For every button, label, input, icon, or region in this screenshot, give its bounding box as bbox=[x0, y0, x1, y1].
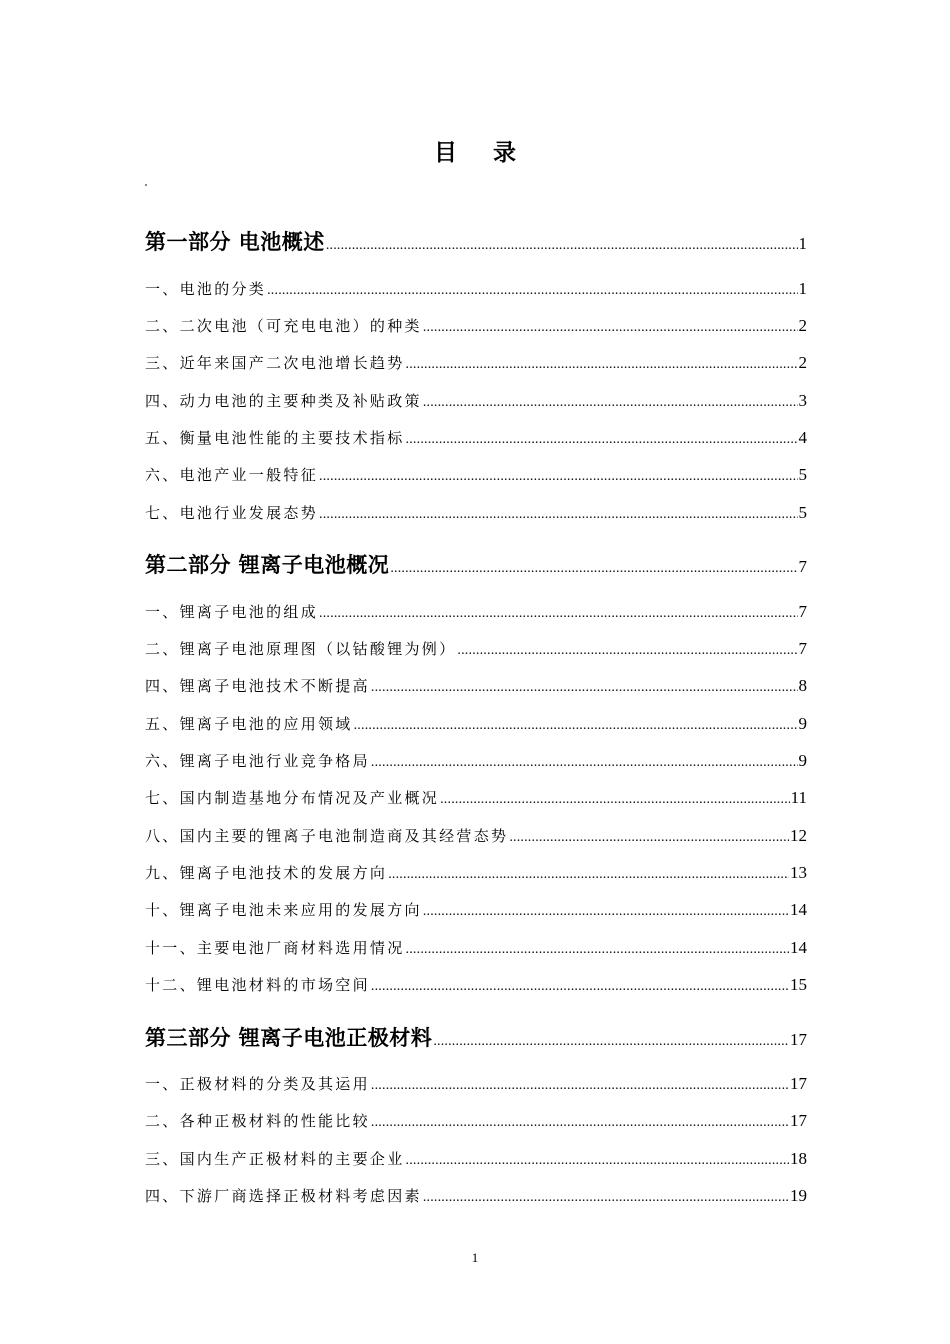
toc-title: 目 录 bbox=[433, 140, 530, 166]
toc-entry-text: 五、衡量电池性能的主要技术指标 bbox=[145, 429, 405, 447]
toc-entry-page: 5 bbox=[798, 465, 807, 484]
dot-leader bbox=[406, 1153, 789, 1169]
toc-entry-page: 7 bbox=[798, 639, 807, 658]
dot-leader bbox=[423, 320, 798, 336]
paragraph-mark bbox=[145, 184, 147, 186]
toc-entry[interactable] bbox=[145, 675, 807, 696]
toc-entry[interactable] bbox=[145, 862, 807, 883]
toc-entry[interactable] bbox=[145, 974, 807, 995]
toc-entry-text: 一、正极材料的分类及其运用 bbox=[145, 1075, 370, 1093]
dot-leader bbox=[267, 283, 797, 299]
dot-leader bbox=[457, 643, 797, 659]
toc-part-entry[interactable] bbox=[145, 549, 807, 579]
toc-entry[interactable] bbox=[145, 315, 807, 336]
toc-entry-page: 1 bbox=[798, 234, 807, 253]
dot-leader bbox=[423, 1190, 789, 1206]
dot-leader bbox=[390, 561, 797, 577]
dot-leader bbox=[406, 942, 789, 958]
toc-entry-text: 四、锂离子电池技术不断提高 bbox=[145, 677, 370, 695]
toc-entry[interactable] bbox=[145, 390, 807, 411]
toc-entry[interactable] bbox=[145, 787, 807, 808]
page-number: 1 bbox=[471, 1250, 479, 1265]
dot-leader bbox=[326, 238, 798, 254]
toc-entry-page: 9 bbox=[798, 751, 807, 770]
toc-entry-page: 7 bbox=[798, 602, 807, 621]
toc-entry-text: 十一、主要电池厂商材料选用情况 bbox=[145, 939, 405, 957]
dot-leader bbox=[354, 718, 798, 734]
toc-entry-page: 17 bbox=[790, 1030, 807, 1049]
dot-leader bbox=[423, 904, 789, 920]
toc-entry[interactable] bbox=[145, 937, 807, 958]
toc-entry[interactable] bbox=[145, 899, 807, 920]
dot-leader bbox=[433, 1034, 789, 1050]
toc-entry-text: 四、动力电池的主要种类及补贴政策 bbox=[145, 392, 422, 410]
toc-entry[interactable] bbox=[145, 1110, 807, 1131]
toc-entry-text: 六、电池产业一般特征 bbox=[145, 466, 319, 484]
toc-entry-text: 四、下游厂商选择正极材料考虑因素 bbox=[145, 1187, 422, 1205]
toc-entry-page: 11 bbox=[790, 788, 807, 807]
toc-entry-page: 3 bbox=[798, 391, 807, 410]
toc-entry-text: 三、国内生产正极材料的主要企业 bbox=[145, 1150, 405, 1168]
toc-entry[interactable] bbox=[145, 713, 807, 734]
toc-entry[interactable] bbox=[145, 1185, 807, 1206]
toc-entry-page: 7 bbox=[798, 557, 807, 576]
toc-entry[interactable] bbox=[145, 278, 807, 299]
dot-leader bbox=[319, 606, 797, 622]
toc-entry-text: 六、锂离子电池行业竞争格局 bbox=[145, 752, 370, 770]
toc-entry-page: 5 bbox=[798, 503, 807, 522]
toc-entry[interactable] bbox=[145, 352, 807, 373]
toc-entry-text: 十、锂离子电池未来应用的发展方向 bbox=[145, 901, 422, 919]
toc-entry[interactable] bbox=[145, 1148, 807, 1169]
toc-entry-text: 八、国内主要的锂离子电池制造商及其经营态势 bbox=[145, 827, 509, 845]
toc-entry[interactable] bbox=[145, 601, 807, 622]
dot-leader bbox=[371, 680, 798, 696]
toc-entry-text: 第二部分 锂离子电池概况 bbox=[145, 553, 390, 577]
toc-part-entry[interactable] bbox=[145, 1022, 807, 1052]
toc-entry-page: 9 bbox=[798, 714, 807, 733]
dot-leader bbox=[371, 755, 798, 771]
toc-entry-text: 第一部分 电池概述 bbox=[145, 230, 325, 254]
toc-part-entry[interactable] bbox=[145, 226, 807, 256]
toc-entry-page: 12 bbox=[790, 826, 807, 845]
toc-entry-text: 二、锂离子电池原理图（以钴酸锂为例） bbox=[145, 640, 457, 658]
toc-entry-text: 七、电池行业发展态势 bbox=[145, 504, 319, 522]
toc-entry-page: 2 bbox=[798, 353, 807, 372]
toc-entry[interactable] bbox=[145, 427, 807, 448]
toc-entry-page: 2 bbox=[798, 316, 807, 335]
toc-entry-page: 17 bbox=[790, 1111, 807, 1130]
toc-entry-page: 14 bbox=[790, 938, 807, 957]
toc-entry-page: 4 bbox=[798, 428, 807, 447]
dot-leader bbox=[388, 867, 789, 883]
toc-entry[interactable] bbox=[145, 638, 807, 659]
toc-entry-page: 17 bbox=[790, 1074, 807, 1093]
dot-leader bbox=[319, 469, 797, 485]
toc-entry-text: 十二、锂电池材料的市场空间 bbox=[145, 976, 370, 994]
toc-entry-text: 一、锂离子电池的组成 bbox=[145, 603, 319, 621]
toc-entry-page: 13 bbox=[790, 863, 807, 882]
dot-leader bbox=[423, 395, 798, 411]
toc-entry-page: 15 bbox=[790, 975, 807, 994]
toc-entry-page: 18 bbox=[790, 1149, 807, 1168]
toc-entry-text: 一、电池的分类 bbox=[145, 280, 267, 298]
toc-entry-page: 14 bbox=[790, 900, 807, 919]
toc-entry-page: 19 bbox=[790, 1186, 807, 1205]
dot-leader bbox=[319, 507, 797, 523]
toc-entry-text: 二、二次电池（可充电电池）的种类 bbox=[145, 317, 422, 335]
toc-entry-text: 五、锂离子电池的应用领域 bbox=[145, 715, 353, 733]
toc-entry-text: 七、国内制造基地分布情况及产业概况 bbox=[145, 789, 440, 807]
toc-entry[interactable] bbox=[145, 502, 807, 523]
toc-entry-page: 1 bbox=[798, 279, 807, 298]
toc-entry-text: 三、近年来国产二次电池增长趋势 bbox=[145, 354, 405, 372]
dot-leader bbox=[509, 830, 789, 846]
toc-entry[interactable] bbox=[145, 1073, 807, 1094]
toc-entry-page: 8 bbox=[798, 676, 807, 695]
toc-entry[interactable] bbox=[145, 464, 807, 485]
dot-leader bbox=[371, 1115, 789, 1131]
toc-entry[interactable] bbox=[145, 825, 807, 846]
dot-leader bbox=[406, 357, 798, 373]
toc-entry[interactable] bbox=[145, 750, 807, 771]
toc-entry-text: 二、各种正极材料的性能比较 bbox=[145, 1112, 370, 1130]
toc-entry-text: 九、锂离子电池技术的发展方向 bbox=[145, 864, 388, 882]
dot-leader bbox=[371, 979, 789, 995]
dot-leader bbox=[371, 1078, 789, 1094]
dot-leader bbox=[406, 432, 798, 448]
toc-entry-text: 第三部分 锂离子电池正极材料 bbox=[145, 1026, 433, 1050]
dot-leader bbox=[440, 792, 790, 808]
